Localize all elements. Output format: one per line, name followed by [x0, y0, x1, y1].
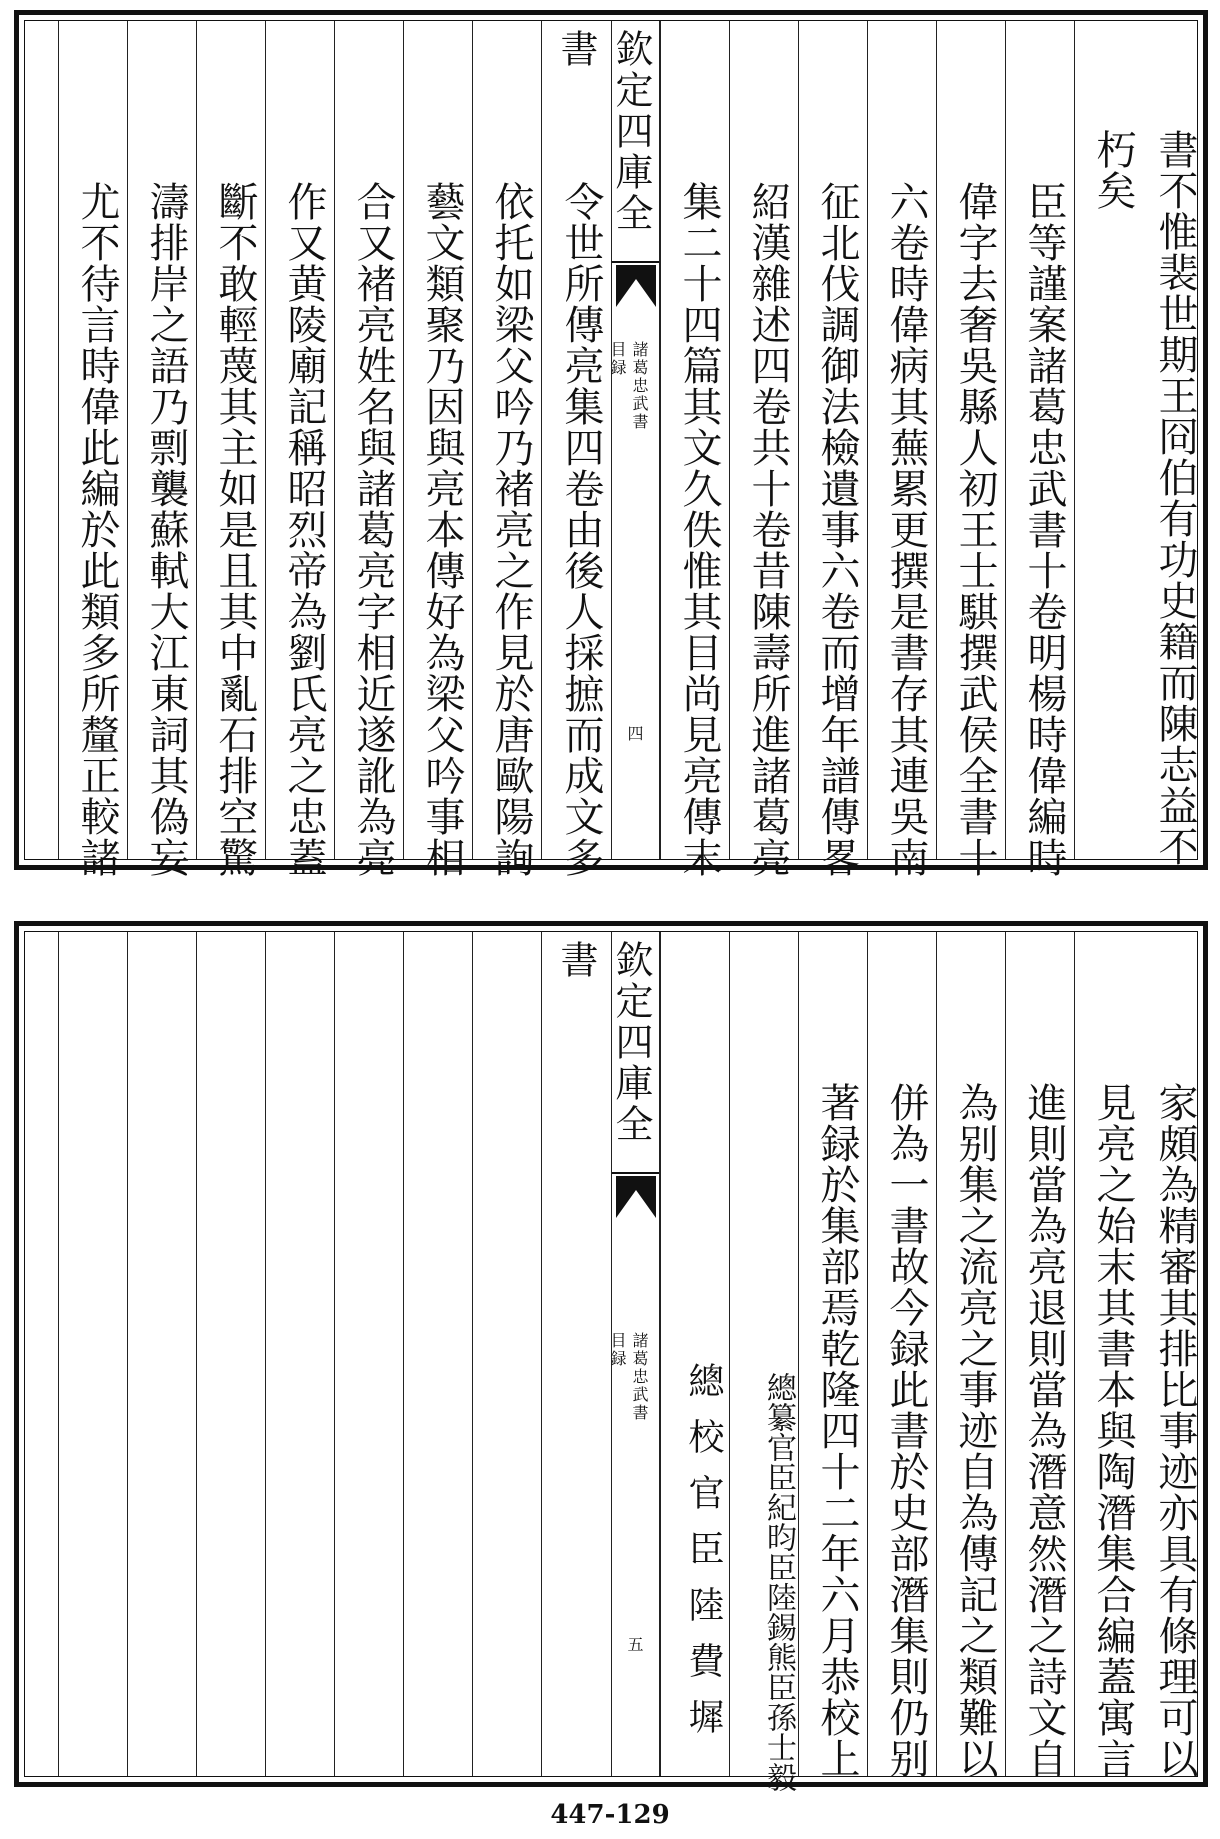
text-column	[127, 21, 196, 878]
blank-column	[472, 932, 541, 1776]
top-page	[14, 10, 1208, 878]
column-text: 征北伐調御法檢遺事六卷而增年譜傳畧	[814, 181, 860, 878]
text-column	[58, 21, 127, 878]
text-column	[936, 932, 1005, 1779]
text-column	[541, 21, 611, 878]
text-column	[1005, 932, 1074, 1779]
column-text: 臣等謹案諸葛忠武書十卷明楊時偉編時	[1021, 181, 1067, 878]
column-text: 六卷時偉病其蕪累更撰是書存其連吳南	[883, 181, 929, 878]
text-column	[1074, 932, 1143, 1779]
proofreader-credit: 總校官臣陸費墀	[683, 1362, 724, 1754]
text-column	[798, 932, 867, 1779]
title-divider	[612, 1172, 659, 1174]
proofreader-column	[660, 932, 729, 1776]
text-column	[403, 21, 472, 878]
top-page-frame	[24, 20, 1198, 878]
bottom-page-frame	[24, 931, 1198, 1792]
column-text: 家頗為精審其排比事迹亦具有條理可以	[1152, 1082, 1198, 1779]
text-column	[867, 932, 936, 1779]
bottom-page	[14, 921, 1208, 1792]
blank-column	[541, 932, 611, 1776]
collection-title: 欽定四庫全書	[554, 29, 653, 234]
column-text: 作又黄陵廟記稱昭烈帝為劉氏亮之忠蓋	[281, 181, 327, 878]
section-label: 目録	[608, 1332, 627, 1368]
text-column	[798, 21, 867, 878]
center-fold-strip	[554, 932, 660, 1776]
text-column	[334, 21, 403, 878]
compilers-column	[729, 932, 798, 1792]
blank-column	[196, 932, 265, 1776]
column-text: 朽矣	[1090, 129, 1136, 211]
text-column	[196, 21, 265, 878]
text-column	[867, 21, 936, 878]
column-text: 見亮之始末其書本與陶潛集合編蓋寓言	[1090, 1082, 1136, 1779]
fish-tail-mark-icon	[616, 265, 656, 307]
column-text: 偉字去奢吳縣人初王士騏撰武侯全書十	[952, 181, 998, 878]
page-number: 五	[627, 1635, 644, 1654]
column-text: 進則當為亮退則當為潛意然潛之詩文自	[1021, 1082, 1067, 1779]
fish-tail-mark-icon	[616, 1176, 656, 1218]
column-text: 併為一書故今録此書於史部潛集則仍别	[883, 1082, 929, 1779]
column-text: 令世所傳亮集四卷由後人採摭而成文多	[558, 181, 604, 878]
book-title: 諸葛忠武書	[630, 341, 649, 431]
section-label: 目録	[608, 341, 627, 377]
text-column	[472, 21, 541, 878]
column-text: 紹漢雜述四卷共十卷昔陳壽所進諸葛亮	[745, 181, 791, 878]
text-column	[1143, 21, 1205, 867]
page-number: 四	[627, 724, 644, 743]
compilers-credit: 總纂官臣紀昀臣陸錫熊臣孫士毅	[761, 1372, 796, 1792]
column-text: 著録於集部焉乾隆四十二年六月恭校上	[814, 1082, 860, 1779]
text-column	[660, 21, 729, 878]
volume-page-number: 447-129	[550, 1800, 670, 1830]
column-text: 尤不待言時偉此編於此類多所釐正較諸	[74, 181, 120, 878]
column-text: 合又褚亮姓名與諸葛亮字相近遂訛為亮	[350, 181, 396, 878]
column-text: 集二十四篇其文久佚惟其目尚見亮傳末	[676, 181, 722, 878]
blank-column	[127, 932, 196, 1776]
column-text: 依托如梁父吟乃褚亮之作見於唐歐陽詢	[488, 181, 534, 878]
text-column	[1074, 21, 1143, 859]
text-column	[936, 21, 1005, 878]
text-column	[1005, 21, 1074, 878]
column-text: 藝文類聚乃因與亮本傳好為梁父吟事相	[419, 181, 465, 878]
collection-title: 欽定四庫全書	[554, 940, 653, 1145]
blank-column	[334, 932, 403, 1776]
column-text: 斷不敢輕蔑其主如是且其中亂石排空驚	[212, 181, 258, 878]
blank-column	[265, 932, 334, 1776]
text-column	[1143, 932, 1205, 1779]
text-column	[729, 21, 798, 878]
book-title: 諸葛忠武書	[630, 1332, 649, 1422]
title-divider	[612, 261, 659, 263]
blank-column	[403, 932, 472, 1776]
column-text: 為别集之流亮之事迹自為傳記之類難以	[952, 1082, 998, 1779]
column-text: 書不惟裴世期王冏伯有功史籍而陳志益不	[1152, 129, 1198, 867]
blank-column	[58, 932, 127, 1776]
column-text: 濤排岸之語乃剽襲蘇軾大江東詞其偽妄	[143, 181, 189, 878]
text-column	[265, 21, 334, 878]
